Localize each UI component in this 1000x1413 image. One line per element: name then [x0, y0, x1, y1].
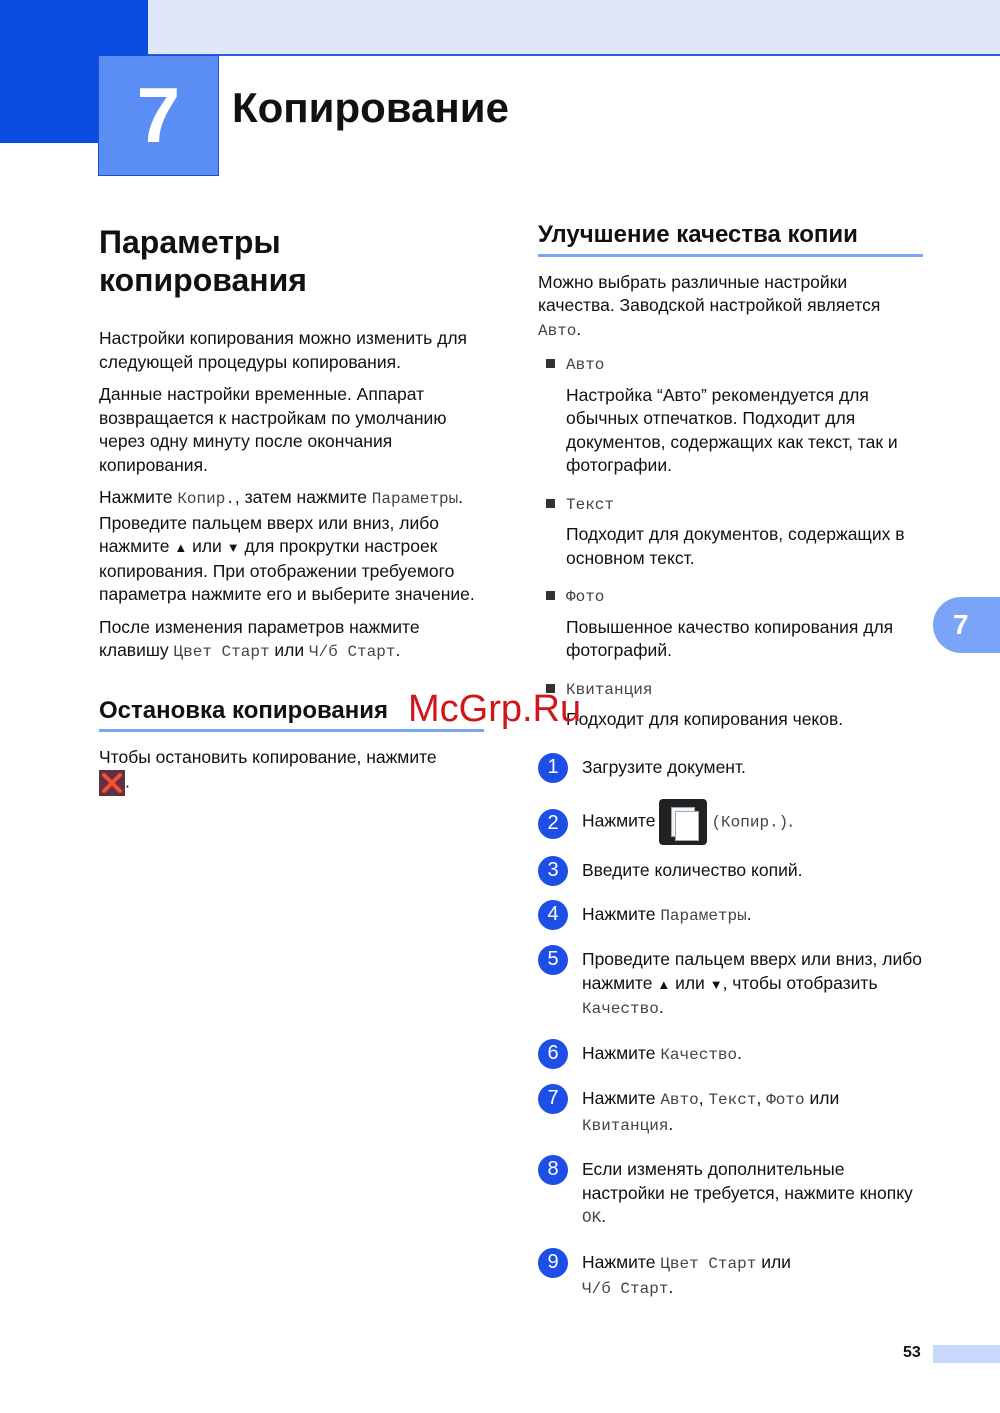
step-item [538, 1158, 923, 1231]
paragraph [99, 616, 484, 665]
text: . [576, 318, 582, 339]
page-number-bar [933, 1345, 1000, 1363]
step-item [538, 1251, 923, 1302]
option-description: Подходит для копирования чеков. [566, 709, 844, 729]
bullet-square-icon [546, 591, 555, 600]
step-item [538, 1087, 923, 1138]
step-number: 2 [538, 809, 568, 839]
page-number: 53 [903, 1344, 921, 1361]
option-description: Настройка “Авто” рекомендуется для обычных отпечатков. Подходит для документов, содержащих как текст, так и фотографии. [566, 384, 898, 475]
text: Если изменять дополнительные настройки не требуется, нажмите кнопку [582, 1159, 913, 1203]
ui-label: Ч/б Старт [582, 1280, 669, 1298]
option-name: Текст [566, 495, 615, 514]
text: или [670, 972, 710, 993]
text: . [658, 997, 664, 1017]
step-number: 1 [538, 753, 568, 783]
side-tab-number: 7 [953, 609, 969, 640]
option-item [538, 584, 923, 610]
paragraph [99, 486, 484, 607]
text: или [756, 1251, 791, 1272]
section-title-copy-settings: Параметры копирования [99, 224, 307, 298]
ui-label: Копир. [177, 490, 235, 508]
text: . [737, 1042, 742, 1063]
ui-label: Параметры [371, 490, 459, 508]
text: . [125, 771, 130, 792]
step-item [538, 756, 923, 780]
up-arrow-icon: ▲ [657, 976, 671, 992]
ui-label: (Копир.) [711, 813, 789, 832]
text: , [698, 1088, 709, 1108]
text: Нажмите [582, 1088, 661, 1108]
step-number: 7 [538, 1084, 568, 1114]
step-item [538, 903, 923, 929]
text: . [395, 640, 401, 660]
text: . Проведите пальцем вверх или вниз, либо нажмите [99, 487, 464, 556]
paragraph: Данные настройки временные. Аппарат возвращается к настройкам по умолчанию через одну минуту после окончания копирования. [99, 384, 447, 475]
section-title-stop-copying: Остановка копирования [99, 699, 484, 733]
option-item [538, 352, 923, 378]
step-number: 4 [538, 900, 568, 930]
watermark: McGrp.Ru [408, 688, 582, 730]
stop-x-icon [99, 770, 125, 796]
copy-button-icon [659, 799, 707, 845]
right-column [538, 223, 923, 1322]
ui-label: Параметры [660, 906, 747, 925]
header-light-band [148, 0, 1000, 55]
text: Нажмите [582, 1042, 661, 1063]
option-item [538, 492, 923, 518]
step-item [538, 859, 923, 883]
section-title-quality: Улучшение качества копии [538, 223, 923, 257]
text: Загрузите документ. [582, 756, 746, 777]
step-number: 6 [538, 1039, 568, 1069]
text: , затем нажмите [234, 487, 372, 507]
text: . [668, 1277, 674, 1297]
ui-label: Фото [766, 1091, 805, 1109]
ui-label: Авто [660, 1091, 699, 1109]
step-number: 9 [538, 1248, 568, 1278]
text: . [788, 810, 794, 831]
ui-label: Качество [582, 1000, 659, 1018]
bullet-square-icon [546, 359, 555, 368]
option-description: Подходит для документов, содержащих в основном текст. [566, 524, 905, 568]
option-name: Авто [566, 356, 605, 374]
text: . [668, 1113, 674, 1134]
ui-label: Качество [660, 1045, 738, 1064]
option-name: Квитанция [566, 680, 653, 699]
down-arrow-icon: ▼ [226, 540, 240, 555]
text: . [601, 1206, 607, 1226]
text: Нажмите [582, 903, 661, 924]
text: Проведите пальцем вверх или вниз, либо нажмите [582, 949, 923, 993]
paragraph: Настройки копирования можно изменить для следующей процедуры копирования. [99, 328, 468, 372]
text: После изменения параметров нажмите клавишу [99, 616, 420, 660]
up-arrow-icon: ▲ [174, 540, 188, 555]
text: Нажмите [582, 810, 656, 831]
down-arrow-icon: ▼ [709, 976, 723, 992]
text: , [756, 1088, 767, 1108]
option-name: Фото [566, 588, 605, 606]
ui-label: Цвет Старт [173, 643, 270, 661]
chapter-number-box [98, 55, 219, 176]
paragraph [99, 746, 484, 796]
ui-label: Текст [708, 1091, 757, 1109]
step-number: 8 [538, 1155, 568, 1185]
text: или [187, 536, 227, 556]
text: Можно выбрать различные настройки качества. Заводской настройкой является [538, 271, 881, 315]
ui-label: Цвет Старт [660, 1254, 757, 1273]
option-item [538, 677, 923, 703]
text: . [746, 903, 752, 924]
paragraph [538, 271, 923, 344]
chapter-side-tab [933, 597, 1000, 653]
text: , чтобы отобразить [722, 972, 878, 993]
step-number: 5 [538, 945, 568, 975]
step-item [538, 948, 923, 1022]
text: для прокрутки настроек копирования. При отображении требуемого параметра нажмите его и выберите значение. [99, 536, 475, 604]
text: или [804, 1088, 840, 1108]
step-item [538, 799, 923, 845]
step-item [538, 1042, 923, 1068]
text: Нажмите [582, 1251, 661, 1272]
step-number: 3 [538, 856, 568, 886]
chapter-title: Копирование [232, 84, 509, 131]
bullet-square-icon [546, 499, 555, 508]
ui-label: Ч/б Старт [309, 643, 396, 661]
ui-label: OK [582, 1209, 602, 1227]
text: Введите количество копий. [582, 860, 803, 880]
text: Нажмите [99, 487, 178, 507]
header-divider [148, 54, 1000, 56]
option-description: Повышенное качество копирования для фотографий. [566, 616, 894, 660]
text: или [269, 640, 310, 660]
text: Чтобы остановить копирование, нажмите [99, 747, 437, 767]
chapter-number: 7 [136, 71, 181, 159]
ui-label: Квитанция [582, 1116, 669, 1135]
ui-label: Авто [538, 321, 577, 340]
